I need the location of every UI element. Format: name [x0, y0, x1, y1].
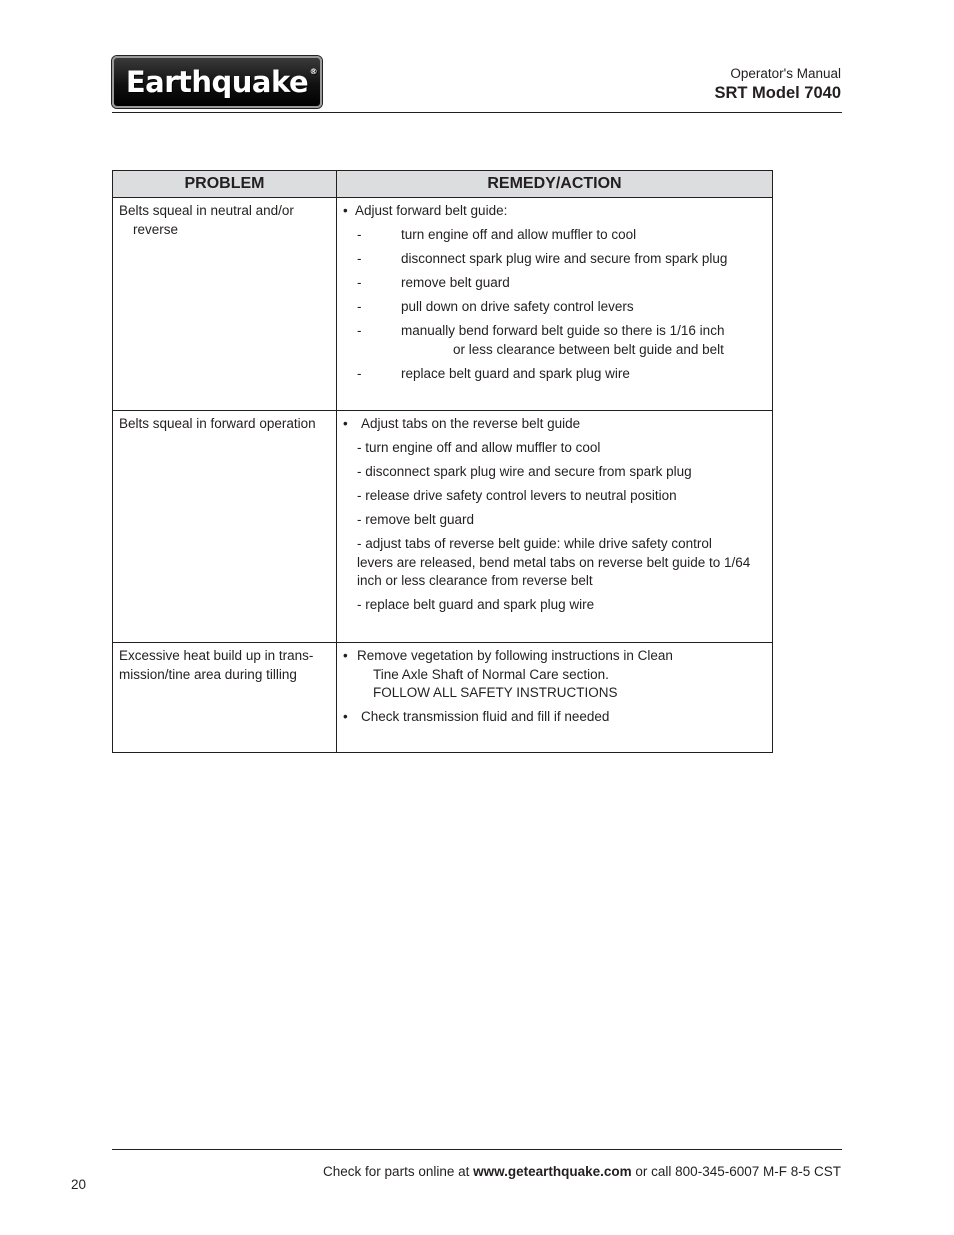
- remedy-cell: [337, 411, 773, 643]
- table-row: [113, 198, 773, 411]
- remedy-cell: [337, 643, 773, 753]
- remedy-column-header: REMEDY/ACTION: [337, 171, 773, 198]
- earthquake-logo: [112, 56, 322, 108]
- footer-contact: Check for parts online at www.getearthquake.com or call 800-345-6007 M-F 8-5 CST: [323, 1164, 841, 1179]
- manual-subtitle: Operator's Manual: [730, 66, 841, 81]
- remedy-step: - pull down on drive safety control levers: [357, 299, 634, 314]
- registered-mark: ®: [309, 67, 318, 76]
- model-title: SRT Model 7040: [714, 84, 841, 102]
- problem-cell: [113, 411, 337, 643]
- remedy-main: • Adjust tabs on the reverse belt guide: [343, 416, 581, 431]
- logo-text: Earthquake ®: [125, 65, 318, 99]
- remedy-item-continued: FOLLOW ALL SAFETY INSTRUCTIONS: [373, 685, 618, 700]
- problem-column-header: PROBLEM: [113, 171, 337, 198]
- problem-cell: [113, 198, 337, 411]
- remedy-step: - disconnect spark plug wire and secure from spark plug: [357, 251, 728, 266]
- problem-text: Belts squeal in forward operation: [119, 416, 316, 431]
- remedy-step: - turn engine off and allow muffler to cool: [357, 227, 637, 242]
- remedy-cell: [337, 198, 773, 411]
- problem-text: Belts squeal in neutral and/or reverse: [119, 203, 294, 237]
- table-header-row: [113, 171, 773, 198]
- remedy-step-continued: inch or less clearance from reverse belt: [357, 573, 593, 588]
- remedy-step: - disconnect spark plug wire and secure from spark plug: [357, 464, 692, 479]
- remedy-step: - turn engine off and allow muffler to cool: [357, 440, 601, 455]
- remedy-item: • Check transmission fluid and fill if needed: [343, 709, 610, 724]
- problem-cell: [113, 643, 337, 753]
- table-row: [113, 643, 773, 753]
- remedy-step: - replace belt guard and spark plug wire: [357, 597, 595, 612]
- remedy-item-continued: Tine Axle Shaft of Normal Care section.: [373, 666, 609, 682]
- footer-divider: [112, 1149, 842, 1150]
- remedy-step: - manually bend forward belt guide so there is 1/16 inch: [357, 323, 725, 338]
- problem-text-line: Excessive heat build up in trans-: [119, 648, 314, 663]
- remedy-step: - release drive safety control levers to neutral position: [357, 488, 677, 503]
- remedy-step: - remove belt guard: [357, 275, 510, 290]
- remedy-step: - replace belt guard and spark plug wire: [357, 365, 630, 381]
- troubleshooting-table: [112, 170, 773, 753]
- problem-text-line: mission/tine area during tilling: [119, 666, 297, 682]
- header-divider: [112, 112, 842, 113]
- page-number: 20: [71, 1177, 87, 1192]
- remedy-step: - adjust tabs of reverse belt guide: while drive safety control: [357, 536, 712, 551]
- remedy-step-continued: levers are released, bend metal tabs on reverse belt guide to 1/64: [357, 554, 751, 570]
- remedy-step: - remove belt guard: [357, 512, 475, 527]
- remedy-item: • Remove vegetation by following instructions in Clean: [343, 648, 673, 663]
- table-row: [113, 411, 773, 643]
- remedy-step-continued: or less clearance between belt guide and belt: [453, 341, 724, 357]
- remedy-main: • Adjust forward belt guide:: [343, 203, 508, 218]
- website-link[interactable]: www.getearthquake.com: [473, 1164, 632, 1179]
